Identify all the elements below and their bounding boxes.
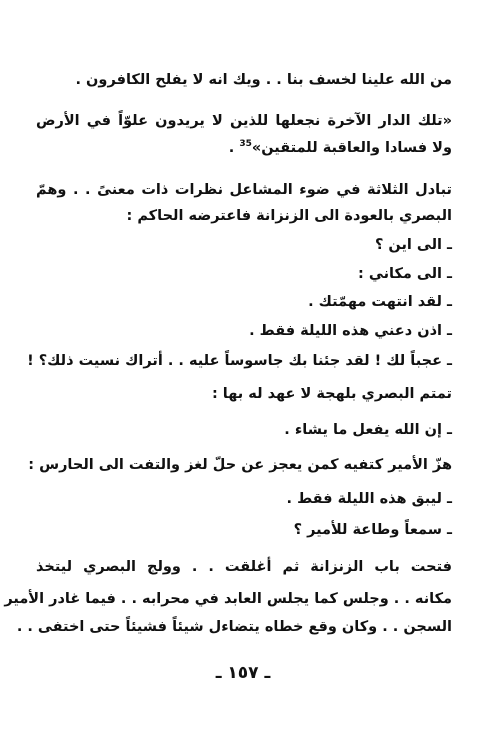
narration-line-1: تمتم البصري بلهجة لا عهد له بها : bbox=[211, 386, 452, 402]
dialogue-line-3: ـ لقد انتهت مهمّتك . bbox=[308, 294, 452, 310]
closing-paragraph-line-1: فتحت باب الزنزانة ثم أغلقت . . وولج البصري ليتخذ bbox=[36, 559, 452, 575]
dialogue-line-4: ـ اذن دعني هذه الليلة فقط . bbox=[249, 323, 452, 339]
quote-text: ولا فسادا والعاقبة للمتقين» bbox=[251, 140, 452, 156]
footnote-reference: 35 bbox=[239, 139, 252, 150]
closing-paragraph-line-2: مكانه . . وجلس كما يجلس العابد في محرابه . . فيما غادر الأمير bbox=[4, 591, 452, 607]
paragraph-line-2: البصري بالعودة الى الزنزانة فاعترضه الحاكم : bbox=[126, 208, 452, 224]
dialogue-line-2: ـ الى مكاني : bbox=[358, 266, 452, 282]
text-line-1: من الله علينا لخسف بنا . . ويك انه لا يفلح الكافرون . bbox=[75, 72, 452, 88]
quote-line-2 bbox=[229, 138, 452, 158]
quote-line-1: «تلك الدار الآخرة نجعلها للذين لا يريدون علوّاً في الأرض bbox=[36, 113, 452, 129]
paragraph-line-1: تبادل الثلاثة في ضوء المشاعل نظرات ذات معنىً . . وهمّ bbox=[36, 182, 452, 198]
dialogue-line-6: ـ إن الله يفعل ما يشاء . bbox=[284, 422, 452, 438]
narration-line-2: هزّ الأمير كتفيه كمن يعجز عن حلّ لغز والتفت الى الحارس : bbox=[28, 457, 452, 473]
dialogue-line-5: ـ عجباً لك ! لقد جئنا بك جاسوساً عليه . . أتراك نسيت ذلك؟ ! bbox=[27, 353, 452, 369]
dialogue-line-1: ـ الى اين ؟ bbox=[374, 237, 452, 253]
closing-paragraph-line-3: السجن . . وكان وقع خطاه يتضاءل شيئاً فشيئاً حتى اختفى . . bbox=[16, 619, 452, 635]
quote-end: . bbox=[228, 140, 240, 156]
page-number: ـ ١٥٧ ـ bbox=[215, 663, 271, 683]
dialogue-line-8: ـ سمعاً وطاعة للأمير ؟ bbox=[293, 522, 452, 538]
dialogue-line-7: ـ ليبق هذه الليلة فقط . bbox=[286, 491, 452, 507]
